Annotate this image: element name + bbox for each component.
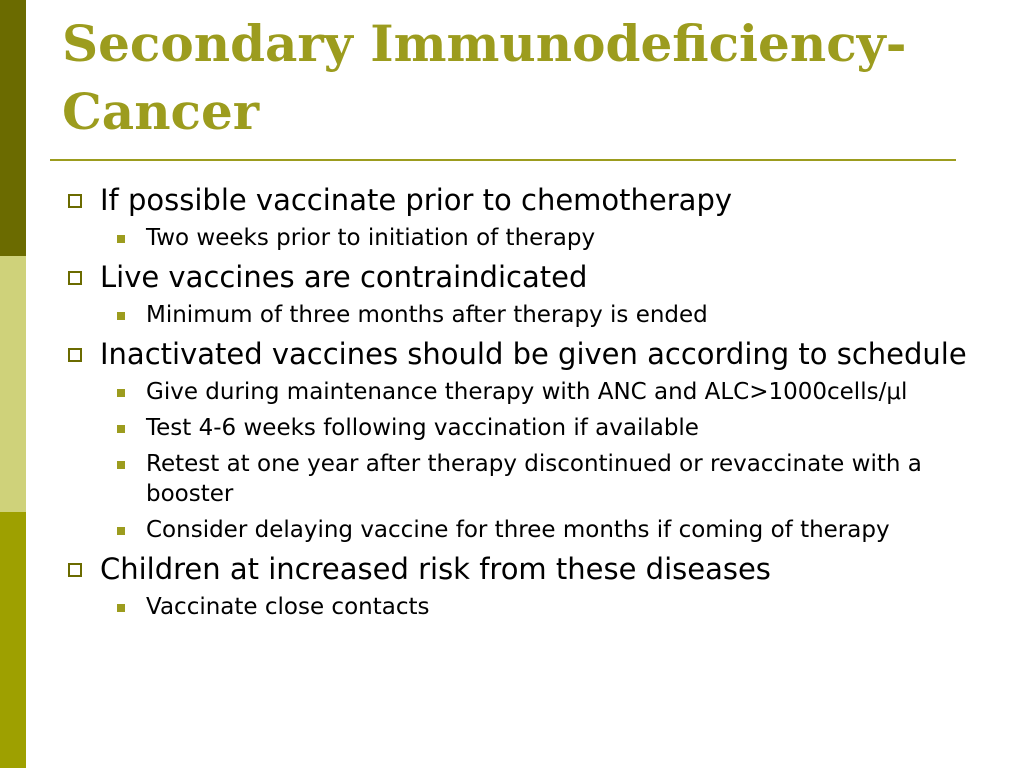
bullet-text: Live vaccines are contraindicated [100,260,588,294]
filled-square-bullet-icon [117,604,125,612]
sub-list-item [62,300,972,330]
hollow-square-bullet-icon [68,194,82,208]
list-item [62,336,972,373]
filled-square-bullet-icon [117,527,125,535]
sub-bullet-text: Two weeks prior to initiation of therapy [146,225,596,251]
decorative-bar-top [0,0,26,256]
filled-square-bullet-icon [117,389,125,397]
hollow-square-bullet-icon [68,563,82,577]
sub-bullet-text: Minimum of three months after therapy is ended [146,302,708,328]
sub-list-item [62,413,972,443]
slide-title-line-1: Secondary Immunodeficiency- [62,14,907,73]
sub-bullet-text: Consider delaying vaccine for three months if coming of therapy [146,517,890,543]
sub-bullet-text: Vaccinate close contacts [146,594,430,620]
decorative-bar-middle [0,256,26,512]
sub-bullet-text: Give during maintenance therapy with ANC and ALC>1000cells/μl [146,379,908,405]
slide-body [62,182,972,628]
list-item [62,551,972,588]
filled-square-bullet-icon [117,425,125,433]
hollow-square-bullet-icon [68,271,82,285]
bullet-text: If possible vaccinate prior to chemotherapy [100,183,733,217]
title-divider [50,159,956,161]
bullet-text: Inactivated vaccines should be given according to schedule [100,337,967,371]
slide-title [62,10,962,146]
decorative-bar-bottom [0,512,26,768]
slide-title-line-2: Cancer [62,82,260,141]
list-item [62,259,972,296]
sub-list-item [62,449,972,509]
sub-list-item [62,515,972,545]
sub-list-item [62,377,972,407]
bullet-text: Children at increased risk from these diseases [100,552,771,586]
filled-square-bullet-icon [117,312,125,320]
sub-bullet-text: Test 4-6 weeks following vaccination if available [146,415,699,441]
filled-square-bullet-icon [117,461,125,469]
list-item [62,182,972,219]
sub-list-item [62,223,972,253]
sub-list-item [62,592,972,622]
filled-square-bullet-icon [117,235,125,243]
sub-bullet-text: Retest at one year after therapy discontinued or revaccinate with a booster [146,451,922,507]
hollow-square-bullet-icon [68,348,82,362]
